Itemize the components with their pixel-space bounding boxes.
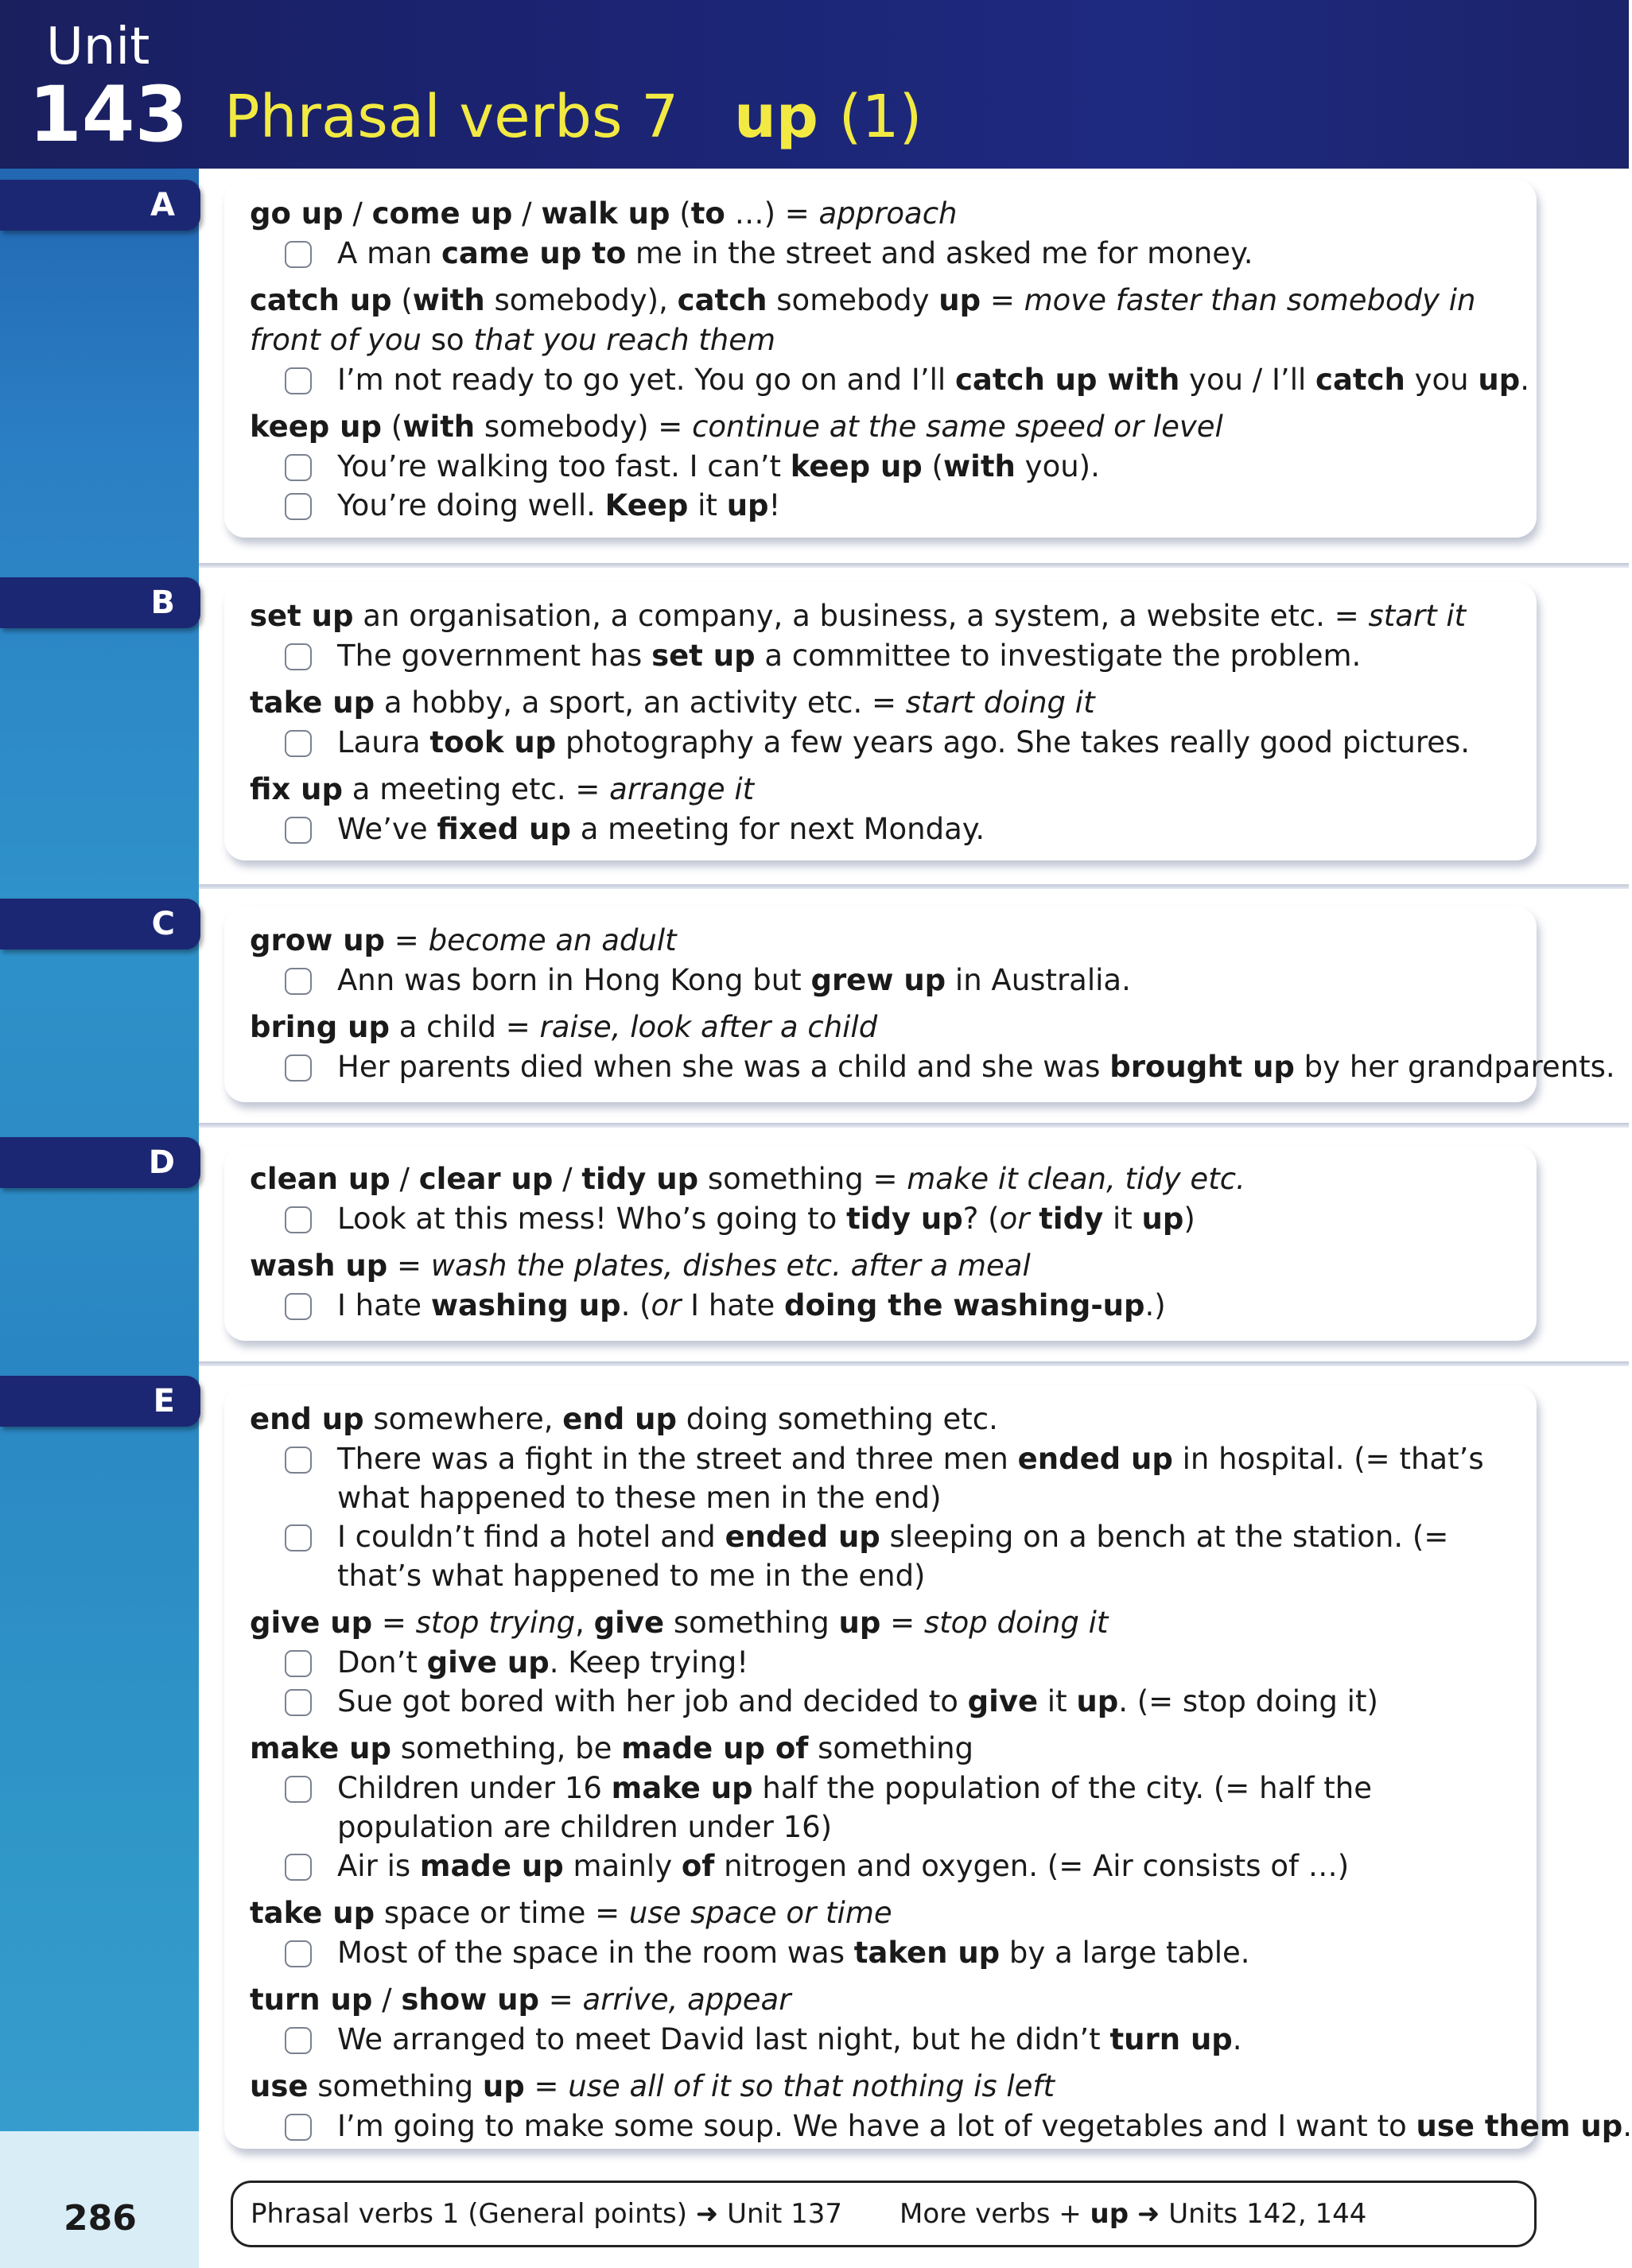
entry-clean-up: clean up / clear up / tidy up something = make it clean, tidy etc.	[250, 1162, 1245, 1196]
entry-keep-up: keep up (with somebody) = continue at the same speed or level	[250, 410, 1223, 444]
example: We arranged to meet David last night, but he didn’t turn up.	[250, 2020, 1513, 2059]
section-tab-d: D	[0, 1137, 200, 1188]
cross-reference-box	[231, 2181, 1537, 2247]
checkbox[interactable]	[285, 968, 312, 995]
example: I’m going to make some soup. We have a lot of vegetables and I want to use them up.	[250, 2107, 1513, 2146]
example: Ann was born in Hong Kong but grew up in Australia.	[250, 961, 1513, 1000]
checkbox[interactable]	[285, 1447, 312, 1474]
example: We’ve fixed up a meeting for next Monday.	[250, 810, 1513, 849]
checkbox[interactable]	[285, 367, 312, 394]
checkbox[interactable]	[285, 817, 312, 844]
example: Most of the space in the room was taken up by a large table.	[250, 1933, 1513, 1972]
checkbox[interactable]	[285, 1689, 312, 1716]
ref1-text: Phrasal verbs 1 (General points)	[251, 2198, 687, 2230]
section-e-panel	[224, 1385, 1632, 2149]
example: Air is made up mainly of nitrogen and oxygen. (= Air consists of …)	[250, 1847, 1513, 1885]
ref2-up: up	[1090, 2198, 1129, 2230]
checkbox[interactable]	[285, 493, 312, 520]
section-divider	[199, 884, 1629, 889]
entry-bring-up: bring up a child = raise, look after a child	[250, 1010, 878, 1044]
section-tab-e: E	[0, 1376, 200, 1427]
section-divider	[199, 563, 1629, 568]
arrow-right-icon: ➜	[695, 2198, 719, 2230]
example: Look at this mess! Who’s going to tidy up? (or tidy it up)	[250, 1199, 1513, 1238]
unit-number: 143	[29, 70, 188, 159]
example: A man came up to me in the street and asked me for money.	[250, 234, 1513, 273]
ref2-units-link[interactable]: Units 142, 144	[1168, 2198, 1367, 2230]
example: There was a fight in the street and three men ended up in hospital. (= that’s what happened to these men in the end)	[250, 1439, 1513, 1517]
example: Don’t give up. Keep trying!	[250, 1643, 1513, 1682]
ref2-text: More verbs +	[900, 2198, 1090, 2230]
example: Her parents died when she was a child and she was brought up by her grandparents.	[250, 1047, 1513, 1086]
page-number: 286	[64, 2198, 137, 2239]
checkbox[interactable]	[285, 643, 312, 670]
checkbox[interactable]	[285, 241, 312, 268]
entry-take-up-hobby: take up a hobby, a sport, an activity etc. = start doing it	[250, 685, 1095, 720]
entry-grow-up: grow up = become an adult	[250, 923, 677, 957]
entry-end-up: end up somewhere, end up doing something etc.	[250, 1402, 998, 1436]
checkbox[interactable]	[285, 1524, 312, 1551]
arrow-right-icon: ➜	[1137, 2198, 1160, 2230]
left-sidebar	[0, 0, 199, 2268]
section-d-panel	[224, 1145, 1537, 1341]
example: Sue got bored with her job and decided to give it up. (= stop doing it)	[250, 1682, 1513, 1721]
example: Laura took up photography a few years ago. She takes really good pictures.	[250, 723, 1513, 762]
title-up-word: up	[734, 83, 818, 151]
example: I’m not ready to go yet. You go on and I’ll catch up with you / I’ll catch you up.	[250, 360, 1513, 399]
checkbox[interactable]	[285, 454, 312, 481]
checkbox[interactable]	[285, 2027, 312, 2054]
checkbox[interactable]	[285, 1054, 312, 1082]
checkbox[interactable]	[285, 1854, 312, 1881]
section-tab-a: A	[0, 180, 200, 231]
example: You’re walking too fast. I can’t keep up (with you).	[250, 447, 1513, 486]
entry-go-up: go up / come up / walk up (to …) = approach	[250, 196, 958, 231]
checkbox[interactable]	[285, 1293, 312, 1320]
entry-use-up: use something up = use all of it so that nothing is left	[250, 2069, 1055, 2103]
entry-fix-up: fix up a meeting etc. = arrange it	[250, 772, 755, 806]
section-tab-c: C	[0, 899, 200, 950]
ref1-unit-link[interactable]: Unit 137	[727, 2198, 843, 2230]
page-title	[224, 83, 922, 151]
entry-wash-up: wash up = wash the plates, dishes etc. after a meal	[250, 1249, 1031, 1283]
entry-set-up: set up an organisation, a company, a business, a system, a website etc. = start it	[250, 599, 1467, 633]
entry-catch-up: catch up (with somebody), catch somebody up = move faster than somebody in front of you so that you reach them	[250, 283, 1476, 357]
title-up	[734, 83, 922, 151]
example: Children under 16 make up half the population of the city. (= half the population are children under 16)	[250, 1769, 1513, 1847]
section-c-panel	[224, 907, 1615, 1102]
checkbox[interactable]	[285, 1776, 312, 1803]
entry-take-up-space: take up space or time = use space or time	[250, 1896, 892, 1930]
example: The government has set up a committee to investigate the problem.	[250, 636, 1513, 675]
checkbox[interactable]	[285, 1940, 312, 1967]
checkbox[interactable]	[285, 1206, 312, 1233]
title-up-number: (1)	[838, 83, 923, 151]
example: I hate washing up. (or I hate doing the washing-up.)	[250, 1286, 1513, 1325]
entry-turn-up: turn up / show up = arrive, appear	[250, 1983, 791, 2017]
entry-give-up: give up = stop trying, give something up = stop doing it	[250, 1606, 1109, 1640]
example: You’re doing well. Keep it up!	[250, 486, 1513, 525]
unit-word: Unit	[46, 17, 150, 76]
checkbox[interactable]	[285, 730, 312, 757]
section-tab-b: B	[0, 577, 200, 628]
checkbox[interactable]	[285, 1650, 312, 1677]
section-divider	[199, 1361, 1629, 1366]
example: I couldn’t find a hotel and ended up sleeping on a bench at the station. (= that’s what happened to me in the end)	[250, 1517, 1513, 1595]
entry-make-up: make up something, be made up of something	[250, 1731, 974, 1765]
checkbox[interactable]	[285, 2114, 312, 2141]
section-a-panel	[224, 180, 1537, 538]
section-divider	[199, 1123, 1629, 1128]
title-main: Phrasal verbs 7	[224, 83, 679, 151]
section-b-panel	[224, 582, 1537, 860]
